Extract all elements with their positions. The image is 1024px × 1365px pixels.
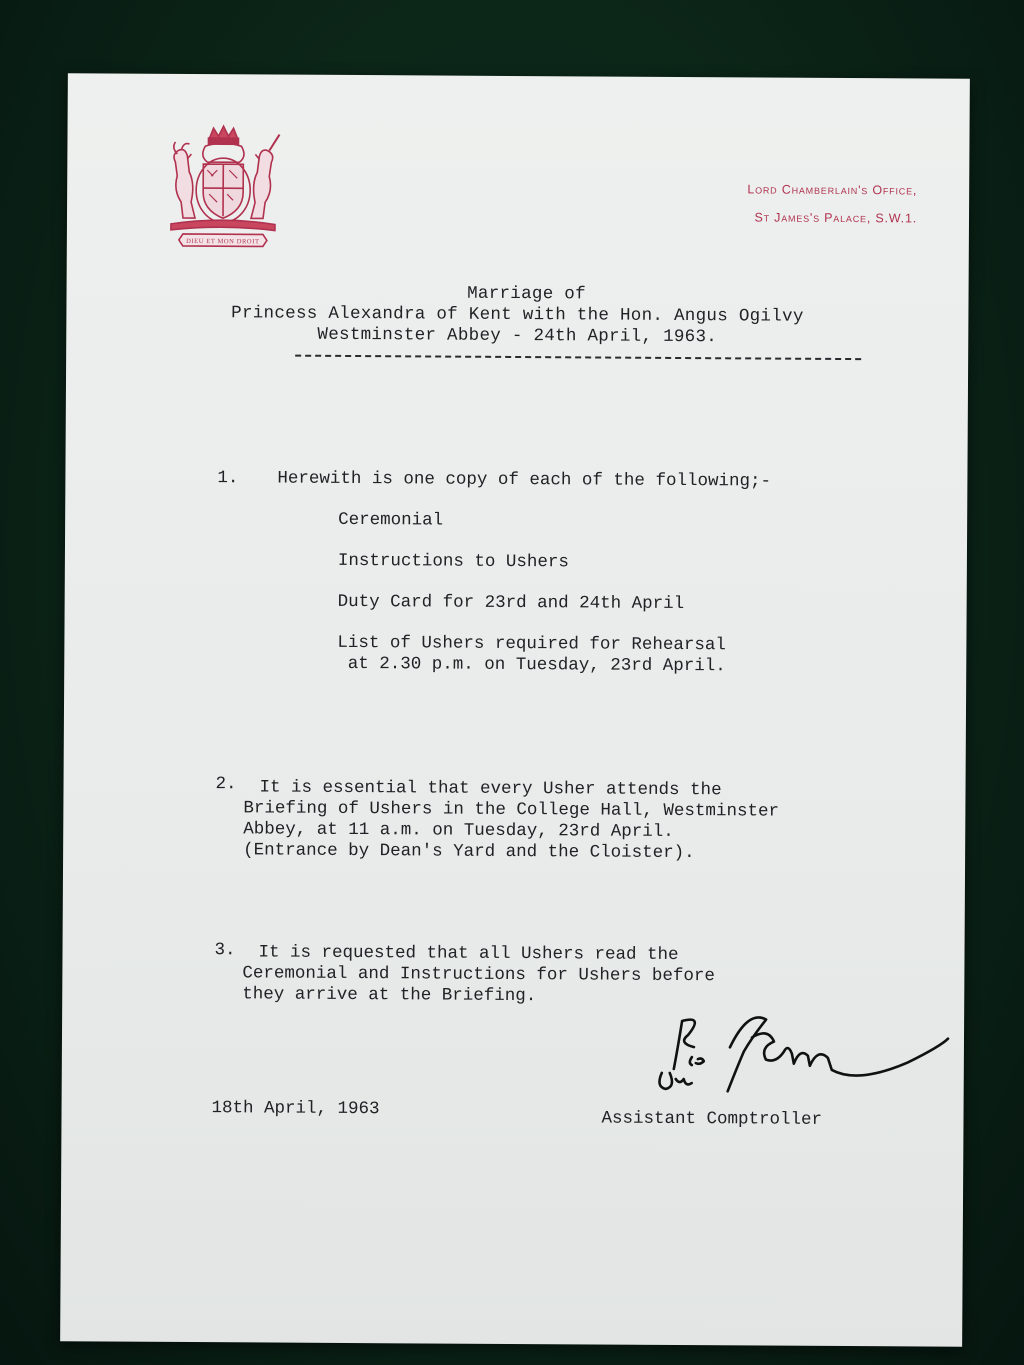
heading-line-3: Westminster Abbey - 24th April, 1963.: [317, 324, 718, 348]
heading-line-2: Princess Alexandra of Kent with the Hon. Angus Ogilvy: [231, 303, 804, 327]
paragraph-3-number: 3.: [214, 940, 236, 961]
handwritten-signature: [648, 1007, 959, 1099]
list-item: at 2.30 p.m. on Tuesday, 23rd April.: [337, 653, 726, 677]
heading-line-1: Marriage of: [467, 283, 587, 305]
enclosures-list: [337, 510, 727, 697]
palace-address: St James's Palace, S.W.1.: [754, 210, 918, 226]
paragraph-2-line: It is essential that every Usher attends the: [259, 777, 722, 801]
signatory-title: Assistant Comptroller: [601, 1108, 823, 1130]
heading-underline: [295, 355, 861, 360]
document-heading: [66, 281, 968, 350]
paragraph-3-line: Ceremonial and Instructions for Ushers before: [242, 963, 716, 987]
list-item: List of Ushers required for Rehearsal: [337, 632, 727, 656]
list-item: Ceremonial: [338, 509, 444, 531]
list-item: Instructions to Ushers: [337, 550, 570, 573]
paragraph-2-line: (Entrance by Dean's Yard and the Cloister).: [243, 840, 695, 864]
paragraph-3-line: they arrive at the Briefing.: [242, 984, 537, 1007]
svg-text:DIEU ET MON DROIT: DIEU ET MON DROIT: [186, 237, 260, 246]
paragraph-1-number: 1.: [217, 468, 239, 489]
letterhead-address: [747, 175, 917, 232]
paragraph-3-text: [242, 942, 715, 1008]
paragraph-3-line: It is requested that all Ushers read the: [258, 942, 679, 966]
paragraph-1-intro: Herewith is one copy of each of the following;-: [277, 468, 772, 492]
letter-date: 18th April, 1963: [211, 1098, 380, 1120]
paragraph-2-text: [243, 777, 779, 864]
paragraph-2-line: Briefing of Ushers in the College Hall, Westminster: [243, 798, 780, 822]
office-name: Lord Chamberlain's Office,: [747, 182, 918, 198]
list-item: Duty Card for 23rd and 24th April: [337, 591, 685, 615]
royal-coat-of-arms-icon: [161, 124, 286, 249]
paragraph-2-number: 2.: [215, 774, 237, 795]
letter-page: [60, 73, 970, 1346]
paragraph-2-line: Abbey, at 11 a.m. on Tuesday, 23rd April.: [243, 819, 674, 842]
